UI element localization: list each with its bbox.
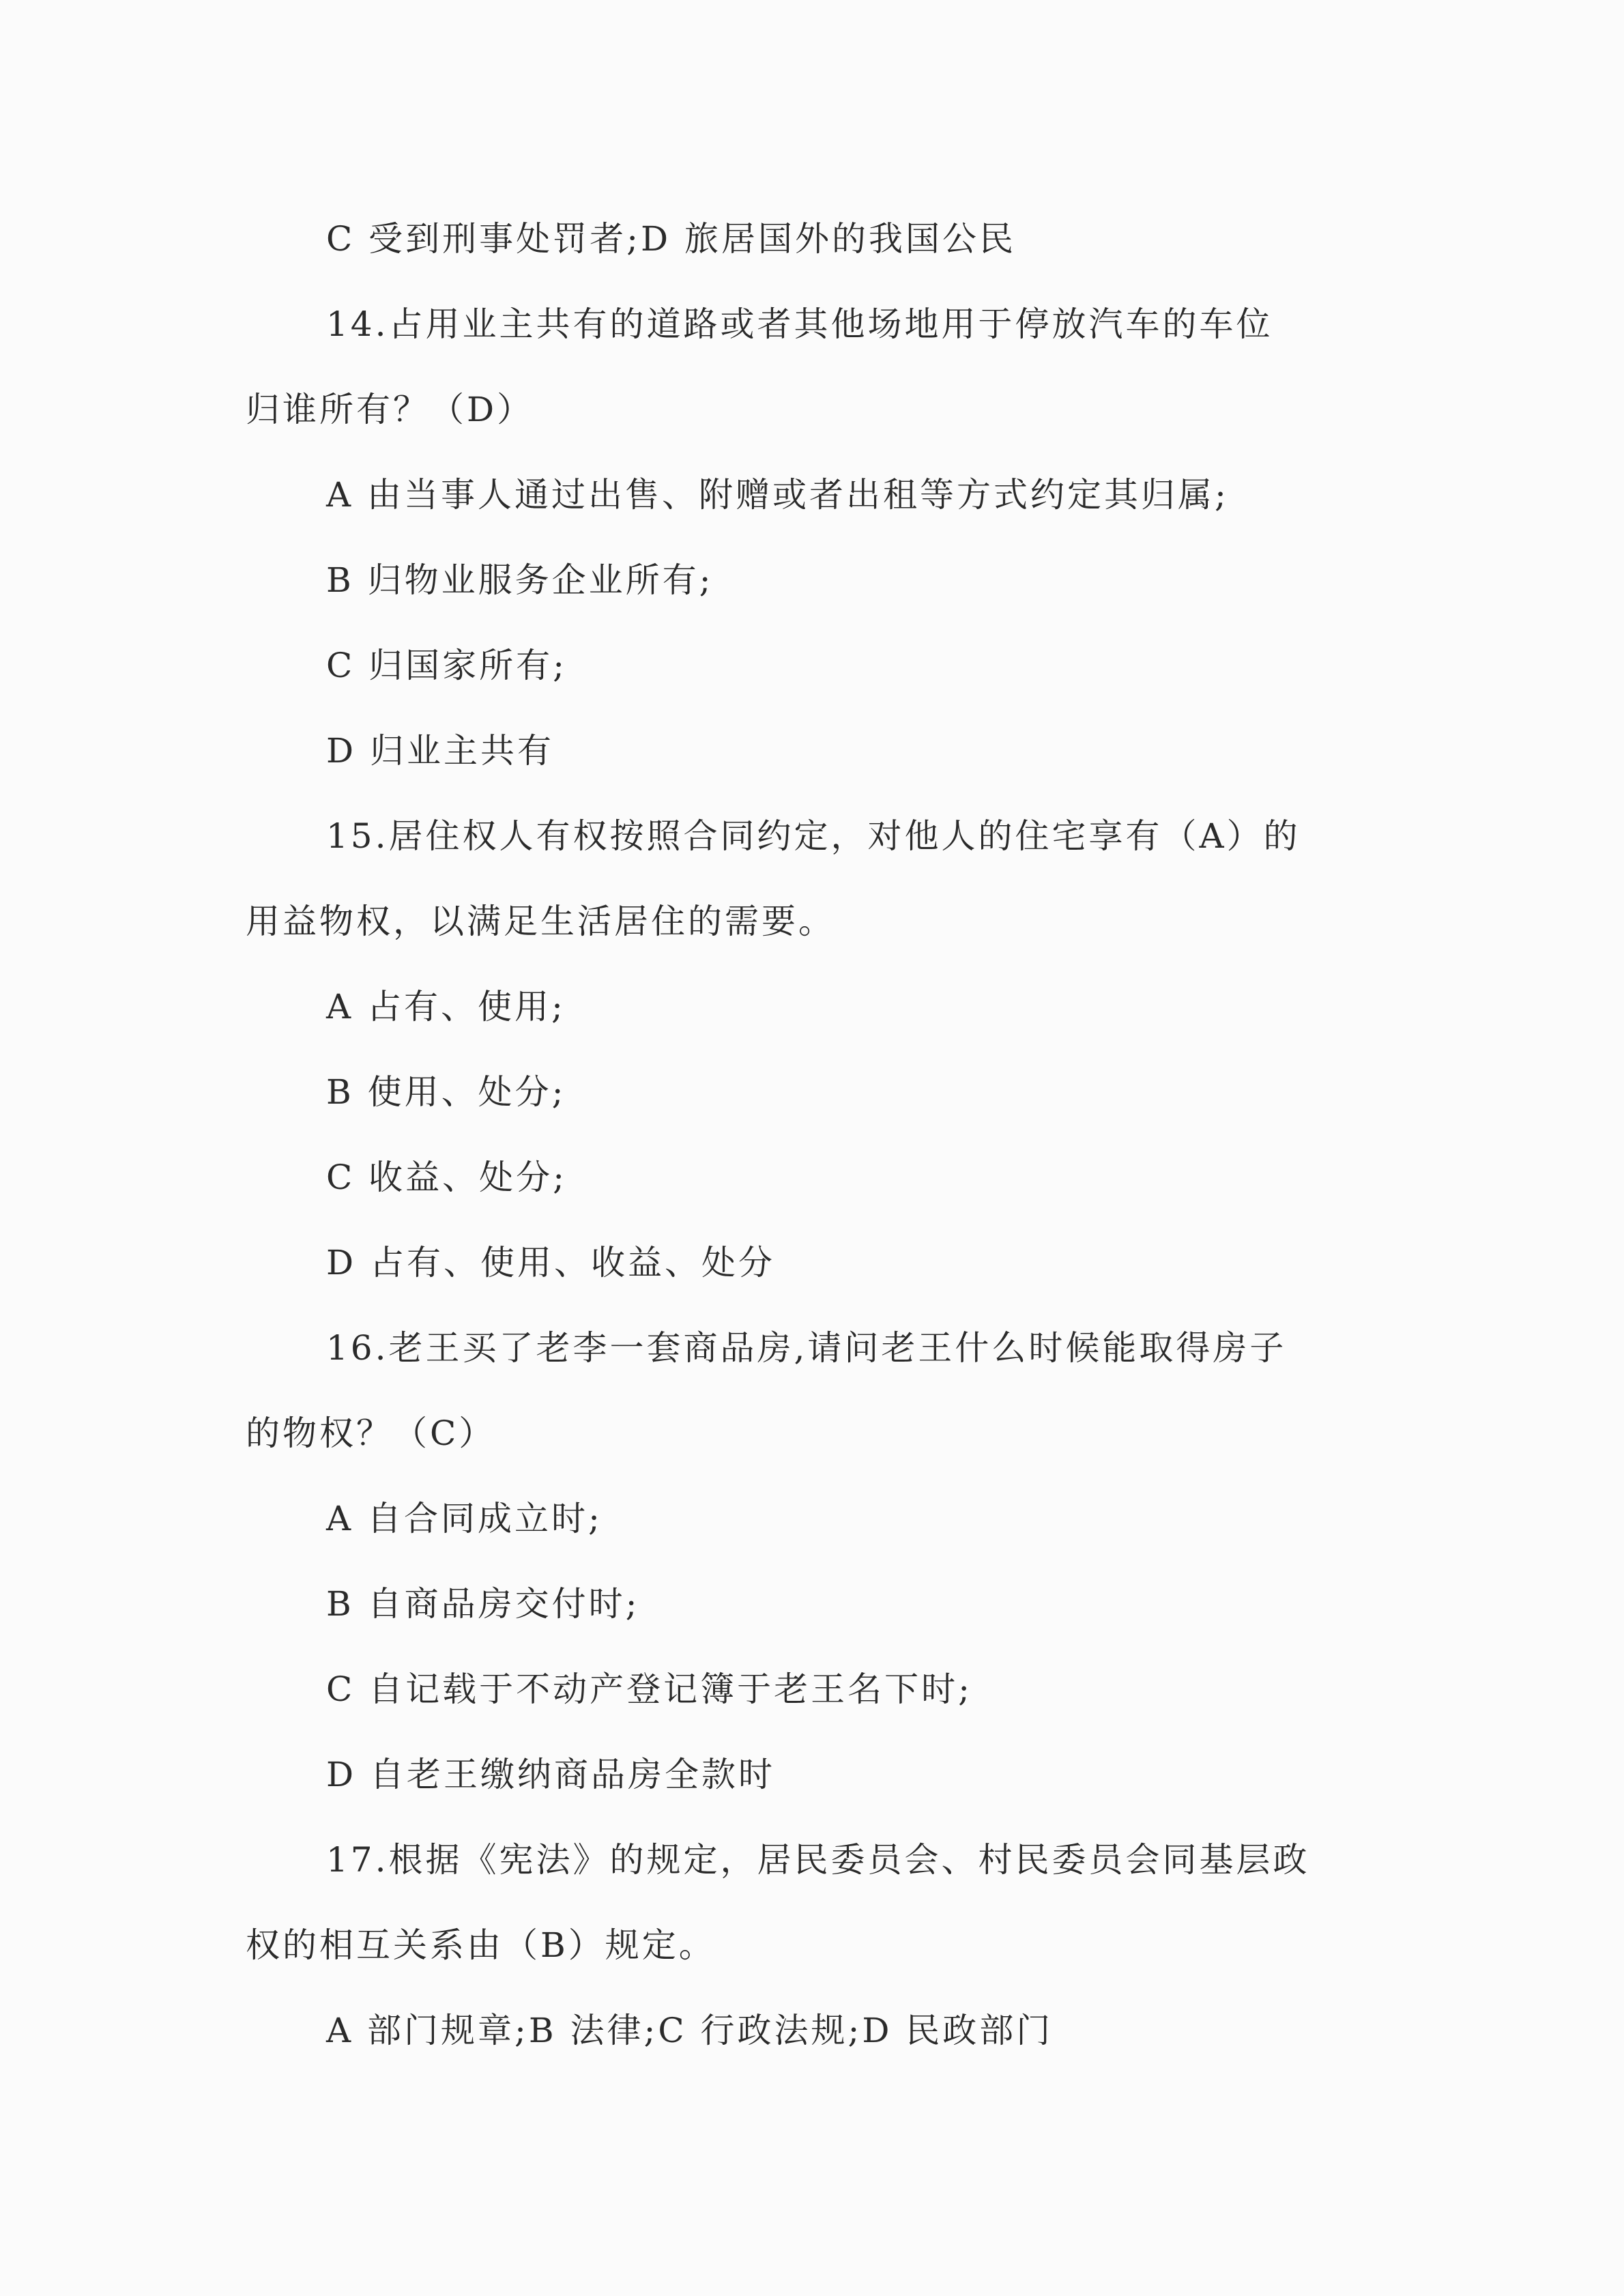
option-16-b: B 自商品房交付时; xyxy=(326,1584,640,1624)
option-15-c: C 收益、处分; xyxy=(326,1158,567,1197)
option-14-a: A 由当事人通过出售、附赠或者出租等方式约定其归属; xyxy=(326,475,1229,515)
question-17-line-1: 17.根据《宪法》的规定，居民委员会、村民委员会同基层政 xyxy=(326,1840,1310,1880)
option-14-c: C 归国家所有; xyxy=(326,646,567,685)
question-14-line-2: 归谁所有？（D） xyxy=(246,390,534,429)
question-14-line-1: 14.占用业主共有的道路或者其他场地用于停放汽车的车位 xyxy=(326,304,1273,344)
option-line-13-cd: C 受到刑事处罚者;D 旅居国外的我国公民 xyxy=(326,219,1016,259)
option-14-d: D 归业主共有 xyxy=(326,731,554,771)
question-15-line-1: 15.居住权人有权按照合同约定，对他人的住宅享有（A）的 xyxy=(326,816,1301,856)
option-16-d: D 自老王缴纳商品房全款时 xyxy=(326,1755,775,1794)
question-16-line-2: 的物权？（C） xyxy=(246,1414,496,1453)
option-15-a: A 占有、使用; xyxy=(326,987,566,1027)
question-16-line-1: 16.老王买了老李一套商品房,请问老王什么时候能取得房子 xyxy=(326,1328,1287,1368)
question-15-line-2: 用益物权，以满足生活居住的需要。 xyxy=(246,902,835,941)
option-16-a: A 自合同成立时; xyxy=(326,1499,603,1538)
option-15-d: D 占有、使用、收益、处分 xyxy=(326,1243,775,1282)
option-line-17-abcd: A 部门规章;B 法律;C 行政法规;D 民政部门 xyxy=(326,2011,1054,2050)
option-15-b: B 使用、处分; xyxy=(326,1072,566,1112)
option-14-b: B 归物业服务企业所有; xyxy=(326,560,714,600)
option-16-c: C 自记载于不动产登记簿于老王名下时; xyxy=(326,1669,972,1709)
question-17-line-2: 权的相互关系由（B）规定。 xyxy=(246,1925,716,1965)
